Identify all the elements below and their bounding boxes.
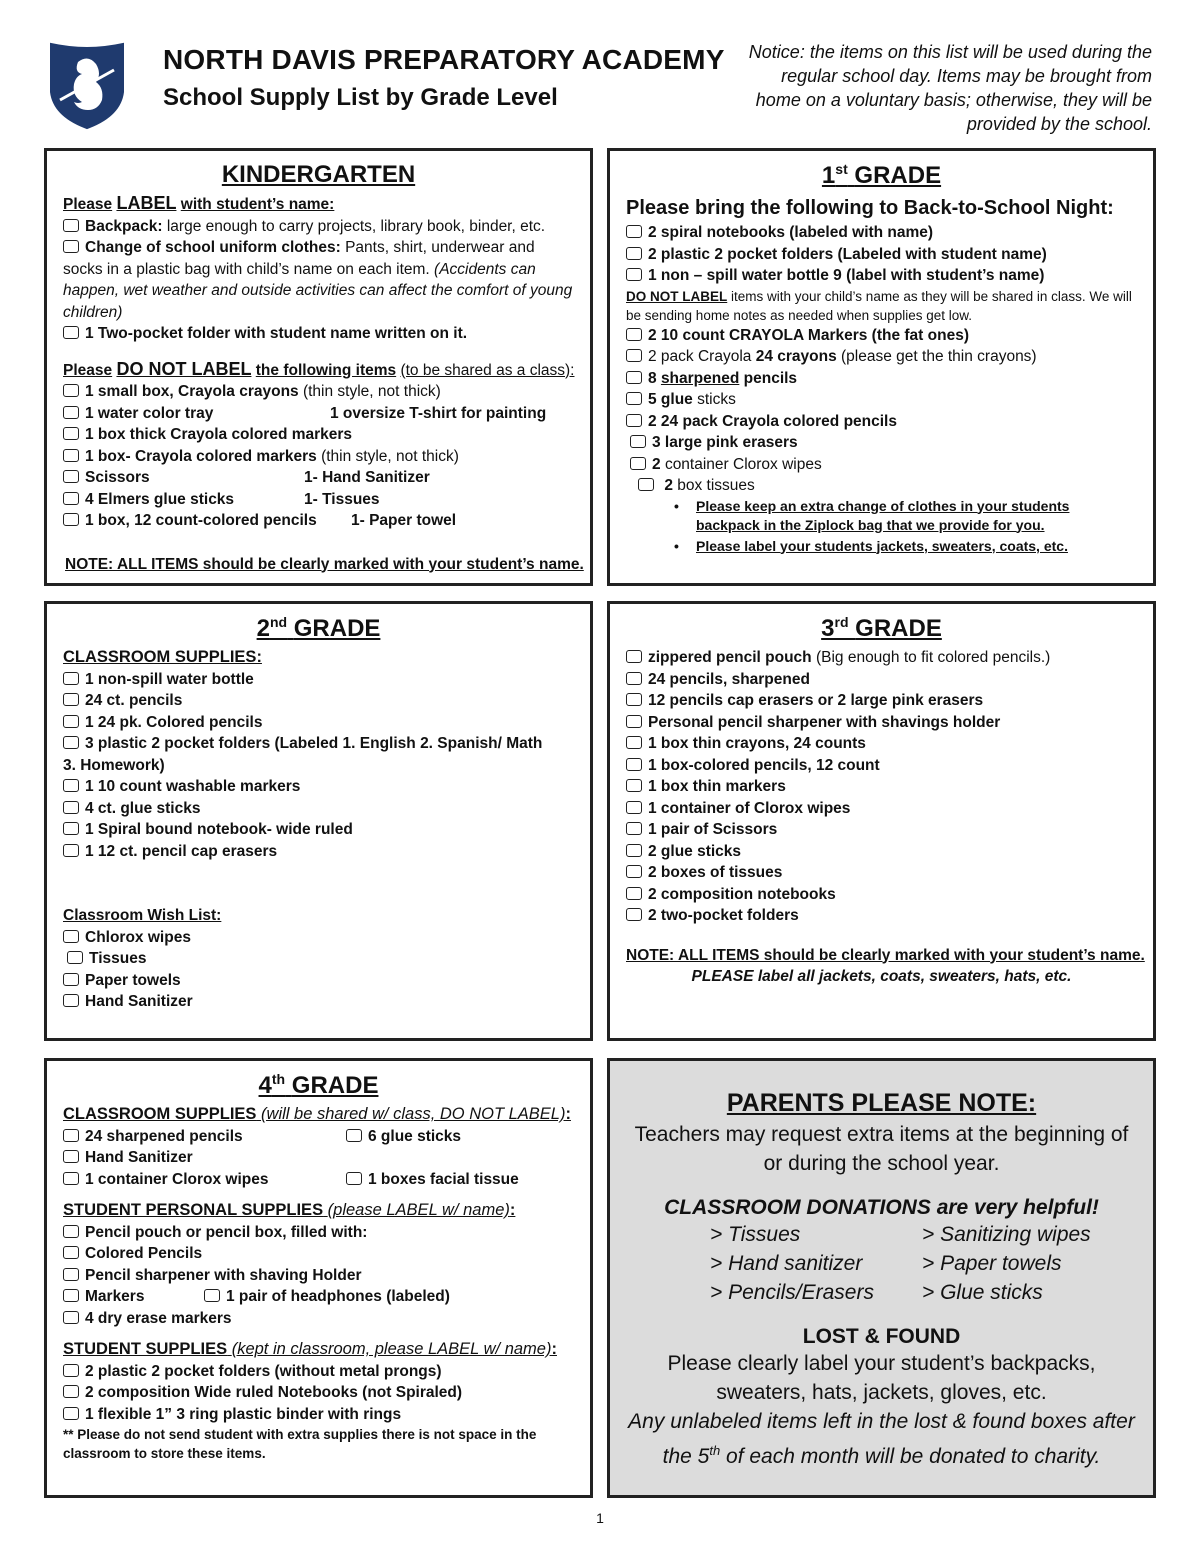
checklist-item: Backpack: large enough to carry projects, library book, binder, etc. — [63, 216, 574, 238]
checklist-item: 3 large pink erasers — [626, 432, 1137, 454]
personal-supplies-heading: STUDENT PERSONAL SUPPLIES (please LABEL w/ name): — [63, 1201, 516, 1219]
checklist-item: Hand Sanitizer — [63, 1147, 574, 1169]
checkbox[interactable] — [63, 1172, 79, 1185]
checklist-item: 2 24 pack Crayola colored pencils — [626, 411, 1137, 433]
checklist-item: 1 pair of Scissors — [626, 819, 1137, 841]
checkbox[interactable] — [67, 951, 83, 964]
do-not-label-instruction: Please DO NOT LABEL the following items (to be shared as a class): — [63, 358, 575, 379]
bullet-note: • Please keep an extra change of clothes in your students backpack in the Ziplock bag that we provide for you. — [626, 497, 1137, 535]
checkbox[interactable] — [63, 427, 79, 440]
checkbox[interactable] — [626, 865, 642, 878]
grade3-note: NOTE: ALL ITEMS should be clearly marked with your student’s name. — [626, 946, 1145, 964]
checklist-item: Tissues — [63, 948, 574, 970]
checkbox[interactable] — [626, 736, 642, 749]
checkbox[interactable] — [63, 973, 79, 986]
grade2-title: 2nd GRADE — [256, 614, 381, 642]
grade1-section — [607, 148, 1156, 586]
checklist-item: Colored Pencils — [63, 1243, 574, 1265]
checkbox[interactable] — [63, 240, 79, 253]
grade4-title: 4th GRADE — [258, 1071, 379, 1099]
kindergarten-section — [44, 148, 593, 586]
parents-note-text: Teachers may request extra items at the beginning of or during the school year. — [634, 1123, 1129, 1175]
donation-item: > Sanitizing wipes — [922, 1223, 1091, 1246]
checklist-item: 2 10 count CRAYOLA Markers (the fat ones) — [626, 325, 1137, 347]
student-supplies-heading: STUDENT SUPPLIES (kept in classroom, please LABEL w/ name): — [63, 1340, 557, 1358]
checkbox[interactable] — [626, 225, 642, 238]
checkbox[interactable] — [626, 349, 642, 362]
checkbox[interactable] — [63, 1407, 79, 1420]
checkbox[interactable] — [626, 328, 642, 341]
checkbox[interactable] — [626, 371, 642, 384]
checklist-item: 1 flexible 1” 3 ring plastic binder with rings — [63, 1404, 574, 1426]
checklist-item: 24 ct. pencils — [63, 690, 574, 712]
checklist-item: 2 glue sticks — [626, 841, 1137, 863]
checklist-item: 2 spiral notebooks (labeled with name) — [626, 222, 1137, 244]
checkbox[interactable] — [63, 470, 79, 483]
parents-note-section — [607, 1058, 1156, 1498]
lost-found-text: Please clearly label your student’s backpacks, sweaters, hats, jackets, gloves, etc. — [667, 1352, 1096, 1404]
checkbox[interactable] — [63, 801, 79, 814]
checkbox[interactable] — [626, 887, 642, 900]
school-crest-logo — [48, 40, 126, 130]
checklist-item: 12 pencils cap erasers or 2 large pink erasers — [626, 690, 1137, 712]
checklist-item: Scissors 1- Hand Sanitizer — [63, 467, 574, 489]
checkbox[interactable] — [638, 478, 654, 491]
checklist-item: 2 pack Crayola 24 crayons (please get the thin crayons) — [626, 346, 1137, 368]
checkbox[interactable] — [626, 672, 642, 685]
checkbox[interactable] — [626, 247, 642, 260]
checklist-item: 2 plastic 2 pocket folders (Labeled with student name) — [626, 244, 1137, 266]
grade2-section — [44, 601, 593, 1041]
checklist-item: Change of school uniform clothes: Pants, shirt, underwear and socks in a plastic bag with child’s name on each item. (Accidents can happen, wet weather and outside activities can affect the comfort of young children) — [63, 239, 573, 321]
checkbox[interactable] — [63, 1268, 79, 1281]
checklist-item: 1 12 ct. pencil cap erasers — [63, 841, 574, 863]
checklist-item: 1 box thin markers — [626, 776, 1137, 798]
page-header — [0, 0, 1200, 140]
donation-item: > Hand sanitizer — [710, 1252, 863, 1275]
checklist-item: 2 container Clorox wipes — [626, 454, 1137, 476]
checkbox[interactable] — [63, 736, 79, 749]
checkbox[interactable] — [63, 406, 79, 419]
checkbox[interactable] — [626, 715, 642, 728]
checkbox[interactable] — [63, 779, 79, 792]
checkbox[interactable] — [630, 435, 646, 448]
page-number: 1 — [596, 1510, 604, 1526]
checkbox[interactable] — [63, 513, 79, 526]
checkbox[interactable] — [63, 1225, 79, 1238]
checklist-item: Paper towels — [63, 970, 574, 992]
donation-item: > Glue sticks — [922, 1281, 1043, 1304]
grade4-section — [44, 1058, 593, 1498]
checklist-item: 2 composition notebooks — [626, 884, 1137, 906]
notice-text: Notice: the items on this list will be used during the regular school day. Items may be brought from home on a voluntary basis; otherwise, they will be provided by the school. — [748, 42, 1152, 134]
checkbox[interactable] — [626, 268, 642, 281]
checkbox[interactable] — [63, 1385, 79, 1398]
checklist-item: Pencil pouch or pencil box, filled with: — [63, 1222, 574, 1244]
checkbox[interactable] — [63, 449, 79, 462]
donation-item: > Tissues — [710, 1223, 801, 1246]
checkbox[interactable] — [63, 822, 79, 835]
checklist-item: 1 Two-pocket folder with student name written on it. — [63, 323, 574, 345]
grade3-note-labels: PLEASE label all jackets, coats, sweaters, hats, etc. — [691, 968, 1072, 985]
donation-item: > Paper towels — [922, 1252, 1062, 1275]
checklist-item: 1 water color tray 1 oversize T-shirt for painting — [63, 403, 574, 425]
checklist-item: 2 two-pocket folders — [626, 905, 1137, 927]
checklist-item: 1 10 count washable markers — [63, 776, 574, 798]
checklist-item: 1 box- Crayola colored markers (thin style, not thick) — [63, 446, 574, 468]
grade3-section — [607, 601, 1156, 1041]
checkbox[interactable] — [63, 693, 79, 706]
bullet-note: • Please label your students jackets, sweaters, coats, etc. — [626, 537, 1137, 556]
checkbox[interactable] — [626, 908, 642, 921]
checkbox[interactable] — [63, 672, 79, 685]
checklist-item: 4 dry erase markers — [63, 1308, 574, 1330]
checklist-item: 1 container Clorox wipes 1 boxes facial tissue — [63, 1169, 574, 1191]
grade1-intro: Please bring the following to Back-to-School Night: — [626, 197, 1114, 219]
checklist-item: 1 container of Clorox wipes — [626, 798, 1137, 820]
donation-item: > Pencils/Erasers — [710, 1281, 874, 1304]
do-not-label-note: DO NOT LABEL items with your child’s name as they will be shared in class. We will be sending home notes as needed when supplies get low. — [626, 288, 1132, 323]
checkbox[interactable] — [630, 457, 646, 470]
checklist-item: 5 glue sticks — [626, 389, 1137, 411]
checkbox[interactable] — [63, 1289, 79, 1302]
label-instruction: Please LABEL with student’s name: — [63, 193, 335, 213]
checkbox[interactable] — [626, 801, 642, 814]
checkbox[interactable] — [63, 930, 79, 943]
classroom-supplies-heading: CLASSROOM SUPPLIES (will be shared w/ class, DO NOT LABEL): — [63, 1105, 571, 1123]
lost-found-policy: Any unlabeled items left in the lost & found boxes after the 5th of each month will be donated to charity. — [628, 1410, 1135, 1468]
checkbox[interactable] — [63, 1129, 79, 1142]
checkbox[interactable] — [346, 1172, 362, 1185]
checklist-item: 24 pencils, sharpened — [626, 669, 1137, 691]
grade3-title: 3rd GRADE — [821, 614, 942, 642]
checkbox[interactable] — [626, 414, 642, 427]
checklist-item: 4 Elmers glue sticks 1- Tissues — [63, 489, 574, 511]
school-title: NORTH DAVIS PREPARATORY ACADEMY — [163, 44, 725, 75]
checklist-item: 1 non-spill water bottle — [63, 669, 574, 691]
checklist-item: 2 composition Wide ruled Notebooks (not Spiraled) — [63, 1382, 574, 1404]
checkbox[interactable] — [626, 844, 642, 857]
checklist-item: Chlorox wipes — [63, 927, 574, 949]
checklist-item: Hand Sanitizer — [63, 991, 574, 1013]
checklist-item: 1 box thick Crayola colored markers — [63, 424, 574, 446]
grade4-footnote: ** Please do not send student with extra supplies there is not space in the classroom to store these items. — [63, 1427, 537, 1461]
donations-heading: CLASSROOM DONATIONS are very helpful! — [664, 1196, 1099, 1219]
checklist-item: Personal pencil sharpener with shavings holder — [626, 712, 1137, 734]
checkbox[interactable] — [204, 1289, 220, 1302]
checklist-item: 3 plastic 2 pocket folders (Labeled 1. English 2. Spanish/ Math 3. Homework) — [63, 735, 543, 774]
checklist-item: 1 small box, Crayola crayons (thin style, not thick) — [63, 381, 574, 403]
lost-found-title: LOST & FOUND — [802, 1325, 961, 1348]
checkbox[interactable] — [63, 715, 79, 728]
checklist-item: 8 sharpened pencils — [626, 368, 1137, 390]
checkbox[interactable] — [626, 650, 642, 663]
checklist-item: 1 box-colored pencils, 12 count — [626, 755, 1137, 777]
checkbox[interactable] — [626, 822, 642, 835]
checklist-item: 4 ct. glue sticks — [63, 798, 574, 820]
checkbox[interactable] — [626, 758, 642, 771]
checklist-item: 1 24 pk. Colored pencils — [63, 712, 574, 734]
checklist-item: 1 Spiral bound notebook- wide ruled — [63, 819, 574, 841]
checklist-item: 1 non – spill water bottle 9 (label with student’s name) — [626, 265, 1137, 287]
kindergarten-note: NOTE: ALL ITEMS should be clearly marked with your student’s name. — [65, 555, 584, 573]
checklist-item: zippered pencil pouch (Big enough to fit colored pencils.) — [626, 647, 1137, 669]
checkbox[interactable] — [63, 384, 79, 397]
checkbox[interactable] — [63, 326, 79, 339]
checklist-item: 24 sharpened pencils 6 glue sticks — [63, 1126, 574, 1148]
checkbox[interactable] — [346, 1129, 362, 1142]
checklist-item: 1 box, 12 count-colored pencils 1- Paper towel — [63, 510, 574, 532]
checkbox[interactable] — [626, 779, 642, 792]
donation-list — [710, 1220, 1137, 1307]
checkbox[interactable] — [63, 1364, 79, 1377]
checkbox[interactable] — [63, 219, 79, 232]
checklist-item: Markers 1 pair of headphones (labeled) — [63, 1286, 574, 1308]
checkbox[interactable] — [63, 492, 79, 505]
checklist-item: 1 box thin crayons, 24 counts — [626, 733, 1137, 755]
checklist-item: Pencil sharpener with shaving Holder — [63, 1265, 574, 1287]
checkbox[interactable] — [63, 1150, 79, 1163]
checklist-item: 2 box tissues — [626, 475, 1137, 497]
checkbox[interactable] — [63, 994, 79, 1007]
grade1-title: 1st GRADE — [821, 161, 942, 189]
classroom-supplies-heading: CLASSROOM SUPPLIES: — [63, 648, 262, 666]
checkbox[interactable] — [626, 392, 642, 405]
checkbox[interactable] — [63, 1246, 79, 1259]
checkbox[interactable] — [63, 844, 79, 857]
checklist-item: 2 plastic 2 pocket folders (without metal prongs) — [63, 1361, 574, 1383]
parents-note-title: PARENTS PLEASE NOTE: — [726, 1089, 1037, 1117]
wish-list-heading: Classroom Wish List: — [63, 907, 222, 924]
document-subtitle: School Supply List by Grade Level — [163, 84, 558, 111]
checkbox[interactable] — [63, 1311, 79, 1324]
checkbox[interactable] — [626, 693, 642, 706]
kindergarten-title: KINDERGARTEN — [221, 161, 416, 188]
checklist-item: 2 boxes of tissues — [626, 862, 1137, 884]
